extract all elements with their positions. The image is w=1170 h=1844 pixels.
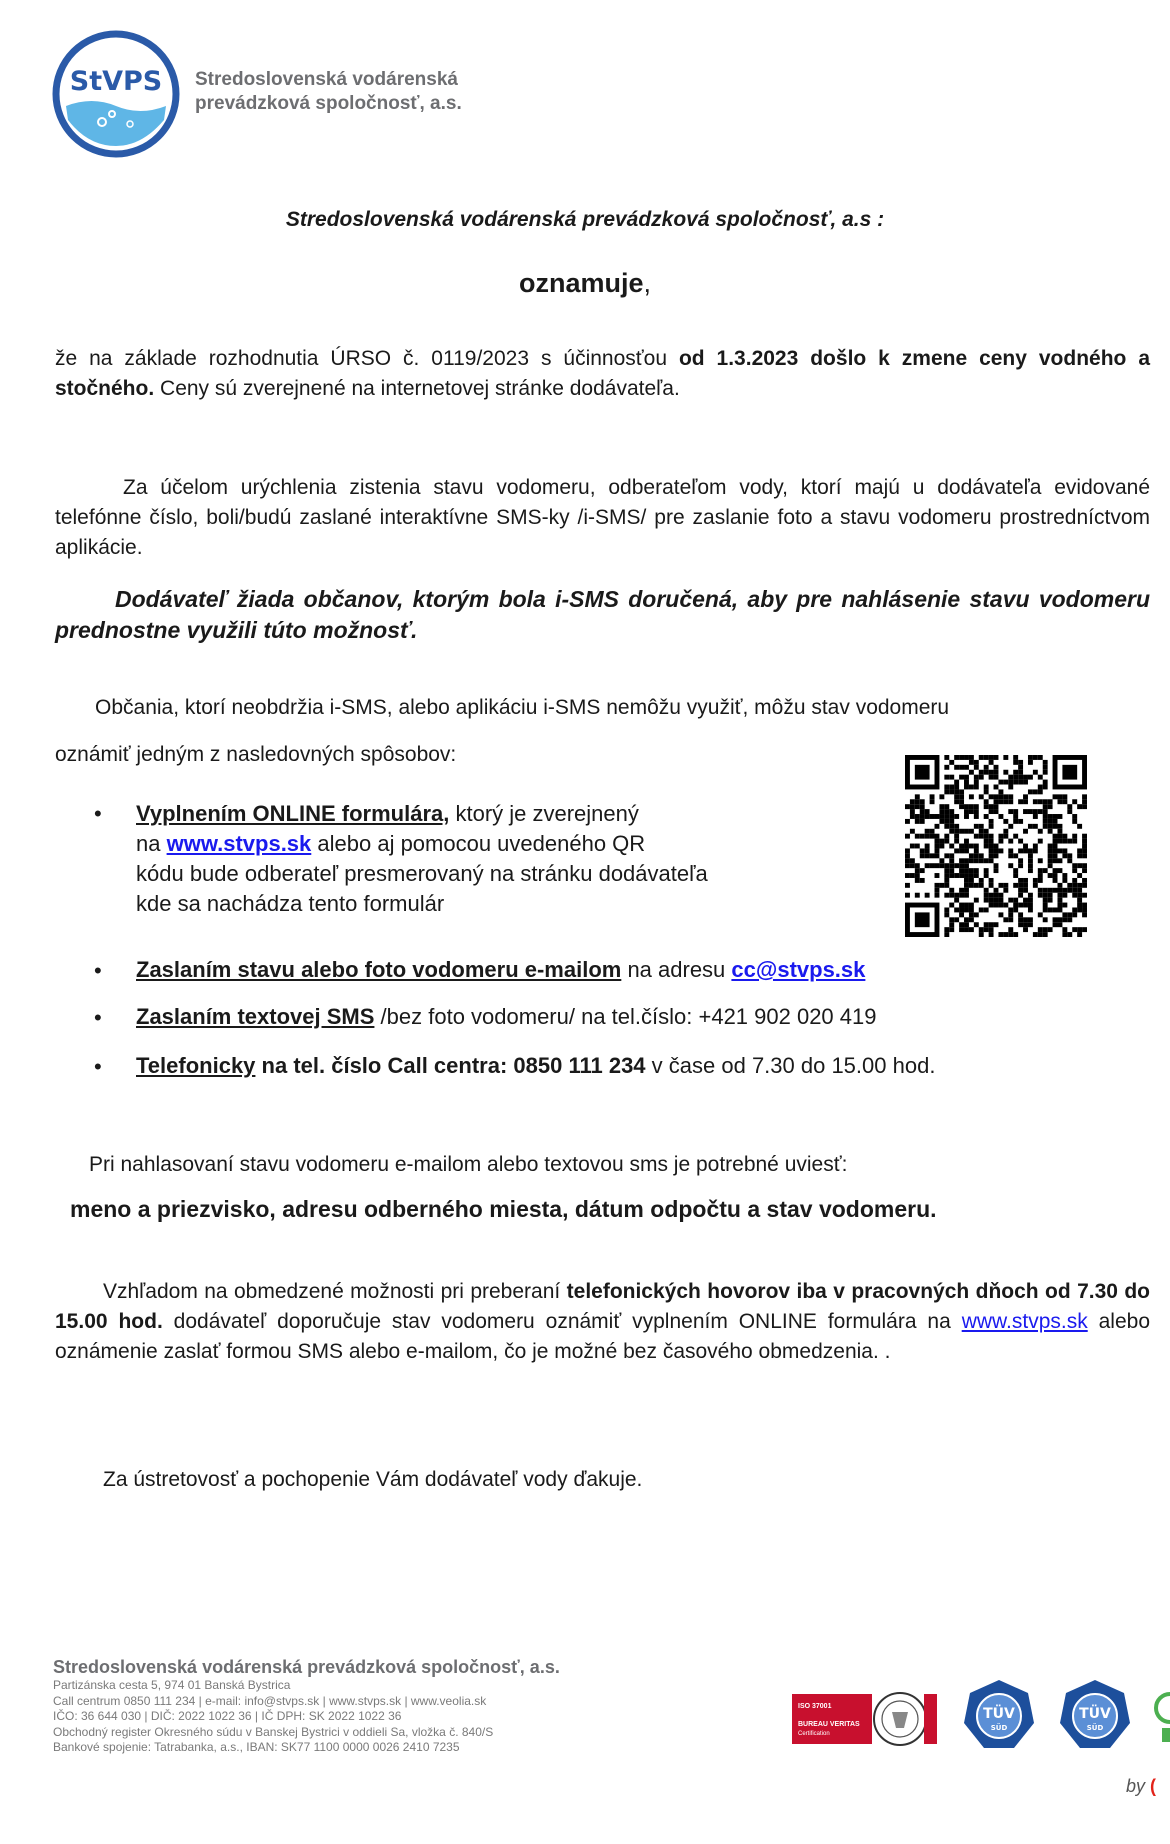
byline: by ( xyxy=(1126,1776,1157,1796)
qr-code-icon[interactable] xyxy=(905,752,1087,940)
alternatives-intro: Občania, ktorí neobdržia i-SMS, alebo aplikáciu i-SMS nemôžu využiť, môžu stav vodomeru xyxy=(95,696,950,719)
required-info-list: meno a priezvisko, adresu odberného miesta, dátum odpočtu a stav vodomeru. xyxy=(70,1196,937,1222)
bureau-veritas-cert-icon xyxy=(792,1690,937,1748)
svg-text:SÜD: SÜD xyxy=(1086,1724,1104,1732)
company-heading: Stredoslovenská vodárenská prevádzková spoločnosť, a.s : xyxy=(285,208,885,231)
svg-text:TÜV: TÜV xyxy=(1079,1706,1111,1722)
request-paragraph: Dodávateľ žiada občanov, ktorým bola i-SMS doručená, aby pre nahlásenie stavu vodomeru prednostne využili túto možnosť. xyxy=(55,586,1150,643)
footer: Stredoslovenská vodárenská prevádzková spoločnosť, a.s. Partizánska cesta 5, 974 01 Banská Bystrica Call centrum 0850 111 234 | e-mail: info@stvps.sk | www.stvps.sk | www.veolia.sk IČO: 36 644 030 | DIČ: 2022 1022 36 | IČ DPH: SK 2022 1022 36 Obchodný register Okresného súdu v Banskej Bystrici v oddieli Sa, vložka č. 840/S Bankové spojenie: Tatrabanka, a.s., IBAN: SK77 1100 0000 0026 2410 7235 xyxy=(53,1657,560,1754)
list-item-phone: Telefonicky na tel. číslo Call centra: 0850 111 234 v čase od 7.30 do 15.00 hod. xyxy=(136,1053,936,1078)
logo-mark-text: StVPS xyxy=(69,66,163,97)
isms-paragraph: Za účelom urýchlenia zistenia stavu vodomeru, odberateľom vody, ktorí majú u dodávateľa evidované telefónne číslo, boli/budú zaslané interaktívne SMS-ky /i-SMS/ pre zaslanie foto a stavu vodomeru prostredníctvom aplikácie. xyxy=(55,476,1150,559)
closing-line: Za ústretovosť a pochopenie Vám dodávateľ vody ďakuje. xyxy=(103,1468,643,1491)
tuv-sud-cert-icon xyxy=(1058,1678,1132,1752)
bullet-dot: • xyxy=(94,958,102,983)
bullet-dot: • xyxy=(94,1005,102,1030)
svg-text:SÜD: SÜD xyxy=(990,1724,1008,1732)
list-item-online-form: Vyplnením ONLINE formulára, ktorý je zverejnený na www.stvps.sk alebo aj pomocou uvedeného QR kódu bude odberateľ presmerovaný na stránku dodávateľa kde sa nachádza tento formulár xyxy=(136,801,708,916)
bullet-dot: • xyxy=(94,1054,102,1079)
list-item-sms: Zaslaním textovej SMS /bez foto vodomeru/ na tel.číslo: +421 902 020 419 xyxy=(136,1004,877,1029)
svg-text:TÜV: TÜV xyxy=(983,1706,1015,1722)
announce-title: oznamuje, xyxy=(518,268,652,298)
svg-text:BUREAU VERITAS: BUREAU VERITAS xyxy=(798,1721,860,1728)
svg-text:Certification: Certification xyxy=(798,1731,830,1737)
alternatives-intro-2: oznámiť jedným z nasledovných spôsobov: xyxy=(55,743,457,766)
website-link[interactable]: www.stvps.sk xyxy=(166,831,312,856)
required-info-intro: Pri nahlasovaní stavu vodomeru e-mailom alebo textovou sms je potrebné uviesť: xyxy=(89,1153,848,1176)
logo-company-name: Stredoslovenská vodárenská prevádzková spoločnosť, a.s. xyxy=(195,69,462,114)
website-link-2[interactable]: www.stvps.sk xyxy=(961,1310,1088,1333)
company-logo-icon xyxy=(52,30,180,158)
list-item-email: Zaslaním stavu alebo foto vodomeru e-mailom na adresu cc@stvps.sk xyxy=(136,957,866,982)
recommendation-paragraph: Vzhľadom na obmedzené možnosti pri preberaní telefonických hovorov iba v pracovných dňoch od 7.30 do 15.00 hod. dodávateľ doporučuje stav vodomeru oznámiť vyplnením ONLINE formulára na www.stvps.sk alebo oznámenie zaslať formou SMS alebo e-mailom, čo je možné bez časového obmedzenia. . xyxy=(55,1280,1151,1363)
tuv-sud-cert-icon xyxy=(962,1678,1036,1752)
price-change-paragraph: že na základe rozhodnutia ÚRSO č. 0119/2023 s účinnosťou od 1.3.2023 došlo k zmene ceny vodného a stočného. Ceny sú zverejnené na internetovej stránke dodávateľa. xyxy=(55,347,1150,400)
bullet-dot: • xyxy=(94,801,102,826)
svg-text:ISO 37001: ISO 37001 xyxy=(798,1703,832,1710)
email-link[interactable]: cc@stvps.sk xyxy=(731,957,866,982)
partial-logo-icon xyxy=(1148,1690,1170,1750)
